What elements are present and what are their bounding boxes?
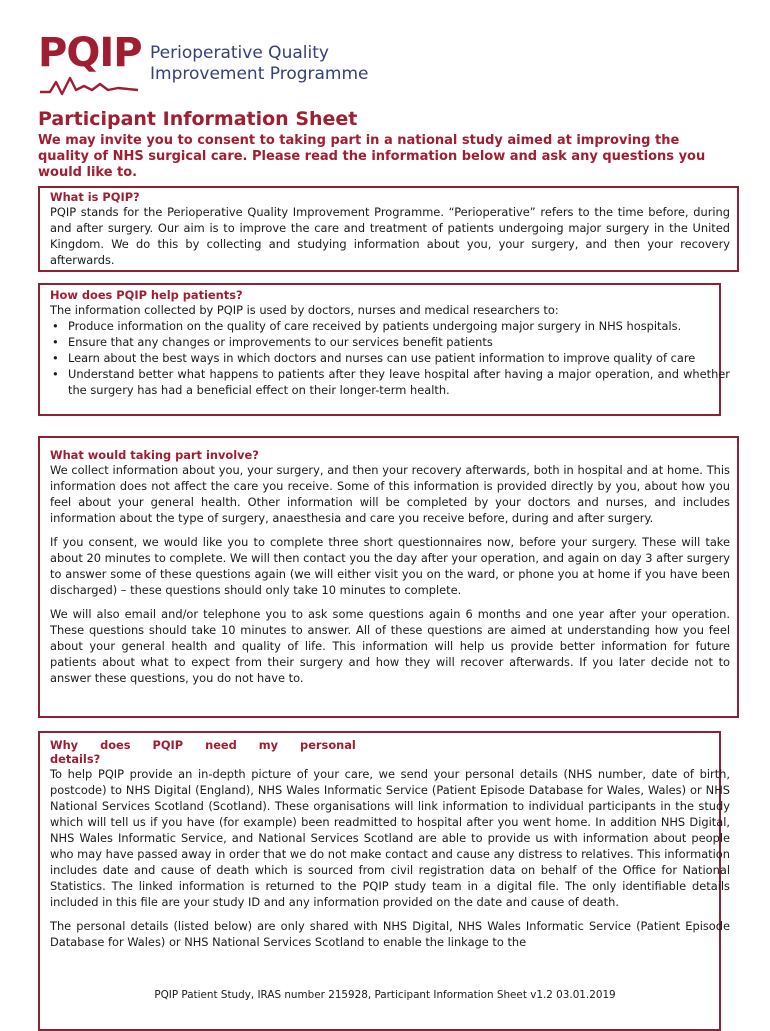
page-footer: PQIP Patient Study, IRAS number 215928, Participant Information Sheet v1.2 03.01.2019 (154, 989, 616, 1001)
page-title: Participant Information Sheet (38, 108, 358, 130)
section-heading: What is PQIP? (50, 190, 140, 204)
list-item: • Understand better what happens to patients after they leave hospital after having a major operation, and whether the surgery has had a beneficial effect on their longer-term health. (50, 366, 730, 398)
paragraph: To help PQIP provide an in-depth picture of your care, we send your personal details (NHS number, date of birth, postcode) to NHS Digital (England), NHS Wales Informatic Service (Patient Episode Database for Wales, Wales) or NHS National Services Scotland (Scotland). These organisations will link information to individual participants in the study which will tell us if you have (for example) been readmitted to hospital after you went home. In addition NHS Digital, NHS Wales Informatic Service, and National Services Scotland are able to provide us with information about people who may have passed away in order that we do not make contact and cause any distress to relatives. This information includes date and cause of death which is sourced from civil registration data on behalf of the Office for National Statistics. The linked information is returned to the PQIP study team in a digital file. The only identifiable details included in this file are your study ID and any information provided on the date and cause of death. (50, 767, 730, 909)
list-item: • Learn about the best ways in which doctors and nurses can use patient information to improve quality of care (50, 350, 730, 366)
what-is-pqip-section (50, 190, 730, 276)
personal-details-section (50, 738, 730, 958)
heartbeat-wave-icon (40, 74, 140, 96)
how-does-pqip-help-section (50, 288, 730, 398)
heading-line-2: details? (50, 752, 101, 766)
benefits-list (50, 318, 730, 398)
logo-line-1: Perioperative Quality (150, 43, 329, 63)
section-heading (50, 738, 730, 766)
list-item: • Produce information on the quality of care received by patients undergoing major surgery in NHS hospitals. (50, 318, 730, 334)
paragraph: We will also email and/or telephone you to ask some questions again 6 months and one year after your operation. These questions should take 10 minutes to answer. All of these questions are aimed at understanding how you feel about your general health and quality of life. This information will help us provide better information for future patients about what to expect from their surgery and how they will recover afterwards. If you later decide not to answer these questions, you do not have to. (50, 607, 730, 685)
paragraph: We collect information about you, your surgery, and then your recovery afterwards, both in hospital and at home. This information does not affect the care you receive. Some of this information is provided directly by you, about how you feel about your general health. Other information will be completed by your doctors and nurses, and includes information about the type of surgery, anaesthesia and care you receive before, during and after surgery. (50, 463, 730, 525)
taking-part-section (50, 448, 730, 694)
intro-text: We may invite you to consent to taking part in a national study aimed at improving the quality of NHS surgical care. Please read the information below and ask any questions you would like to. (38, 133, 706, 180)
paragraph: The personal details (listed below) are only shared with NHS Digital, NHS Wales Informatic Service (Patient Episode Database for Wales) or NHS National Services Scotland to enable the linkage to the (50, 919, 730, 949)
logo-line-2: Improvement Programme (150, 64, 369, 84)
section-body: PQIP stands for the Perioperative Quality Improvement Programme. “Perioperative” refers to the time before, during and after surgery. Our aim is to improve the care and treatment of patients undergoing major surgery in the United Kingdom. We do this by collecting and studying information about you, your surgery, and then your recovery afterwards. (50, 205, 730, 267)
paragraph: If you consent, we would like you to complete three short questionnaires now, before your surgery. These will take about 20 minutes to complete. We will then contact you the day after your operation, and again on day 3 after surgery to answer some of these questions again (we will either visit you on the ward, or phone you at home if you have been discharged) – these questions should only take 10 minutes to complete. (50, 535, 730, 597)
section-lead: The information collected by PQIP is used by doctors, nurses and medical researchers to: (50, 303, 559, 317)
section-heading: What would taking part involve? (50, 448, 259, 462)
list-item: • Ensure that any changes or improvements to our services benefit patients (50, 334, 730, 350)
section-heading: How does PQIP help patients? (50, 288, 243, 302)
logo-acronym: PQIP (38, 30, 142, 76)
pqip-logo (38, 30, 368, 100)
heading-line-1: Why does PQIP need my personal (50, 738, 356, 752)
